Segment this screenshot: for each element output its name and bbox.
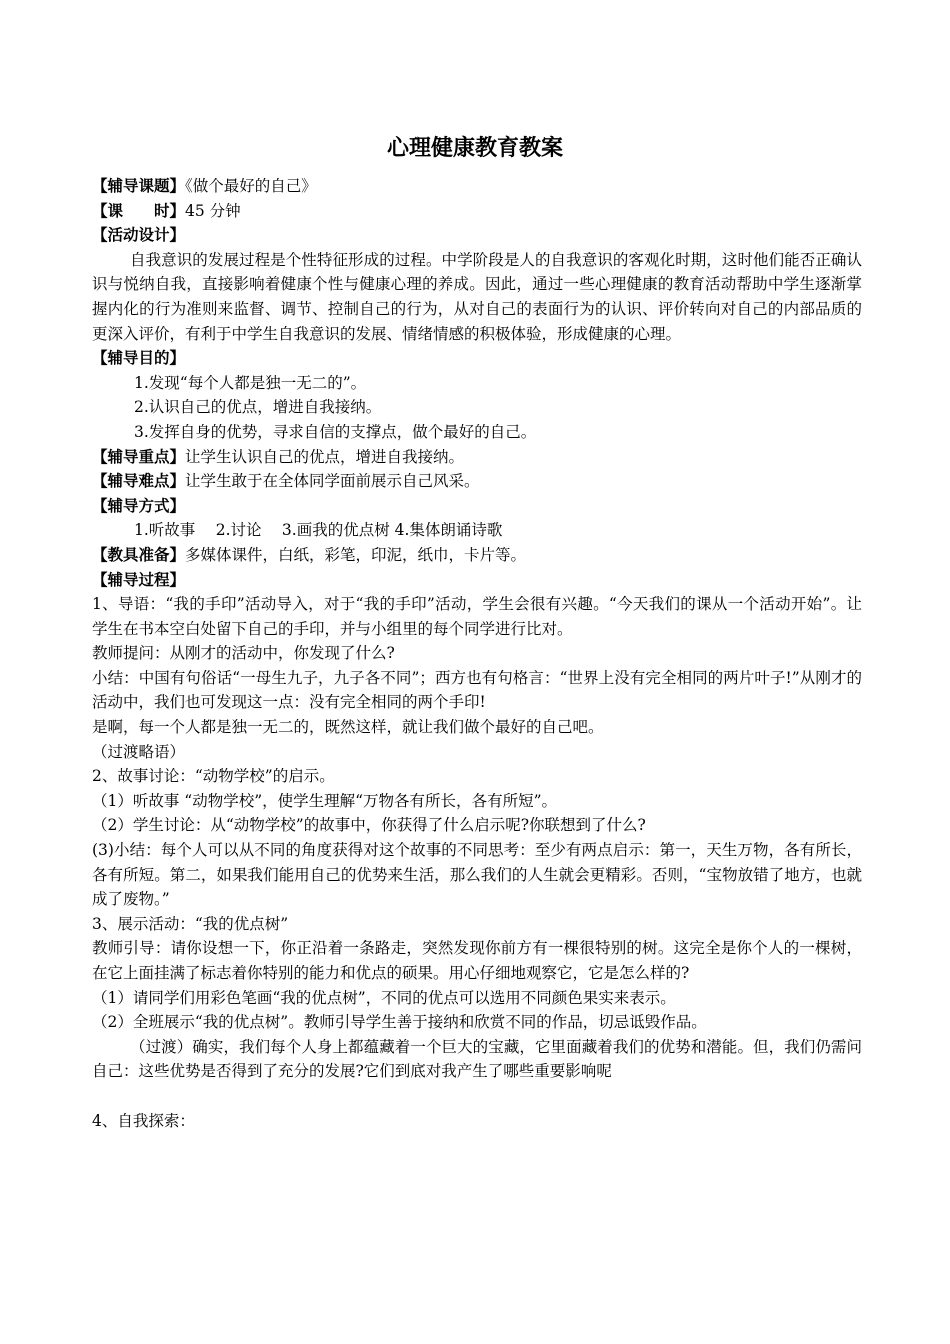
process-summary: 小结：中国有句俗话“一母生九子，九子各不同”；西方也有句格言：“世界上没有完全相同的两片叶子!”从刚才的活动中，我们也可发现这一点：没有完全相同的两个手印! <box>92 668 862 712</box>
goal-item-1: 1.发现“每个人都是独一无二的”。 <box>134 373 367 392</box>
focus-value: 让学生认识自己的优点，增进自我接纳。 <box>185 447 465 466</box>
prep-value: 多媒体课件，白纸，彩笔，印泥，纸巾，卡片等。 <box>185 545 527 564</box>
activity-transition: （过渡）确实，我们每个人身上都蕴藏着一个巨大的宝藏，它里面藏着我们的优势和潜能。但，我们仍需问自己：这些优势是否得到了充分的发展?它们到底对我产生了哪些重要影响呢 <box>92 1037 862 1081</box>
difficulty-value: 让学生敢于在全体同学面前展示自己风采。 <box>185 472 480 491</box>
duration-value: 45 分钟 <box>185 201 241 220</box>
topic-label: 【辅导课题】 <box>92 177 186 195</box>
story-step-2: （2）学生讨论：从“动物学校”的故事中，你获得了什么启示呢?你联想到了什么? <box>92 816 646 835</box>
process-heading: 【辅导过程】 <box>92 570 186 589</box>
goals-heading: 【辅导目的】 <box>92 349 186 368</box>
goal-item-3: 3.发挥自身的优势，寻求自信的支撑点，做个最好的自己。 <box>134 422 537 441</box>
method-heading: 【辅导方式】 <box>92 496 186 515</box>
focus-label: 【辅导重点】 <box>92 447 186 466</box>
process-intro: 1、导语：“我的手印”活动导入，对于“我的手印”活动，学生会很有兴趣。“今天我们的课从一个活动开始”。让学生在书本空白处留下自己的手印，并与小组里的每个同学进行比对。 <box>92 595 862 638</box>
design-heading: 【活动设计】 <box>92 226 186 245</box>
difficulty-label: 【辅导难点】 <box>92 472 186 491</box>
process-transition: （过渡略语） <box>92 742 186 761</box>
activity-guide: 教师引导：请你设想一下，你正沿着一条路走，突然发现你前方有一棵很特别的树。这完全是你个人的一棵树，在它上面挂满了标志着你特别的能力和优点的硕果。用心仔细地观察它，它是怎么样的? <box>92 939 862 982</box>
story-heading: 2、故事讨论：“动物学校”的启示。 <box>92 767 335 786</box>
prep-label: 【教具准备】 <box>92 545 186 564</box>
document-title: 心理健康教育教案 <box>386 136 563 161</box>
difficulty-line <box>92 469 862 494</box>
blank-line <box>92 1084 862 1109</box>
activity-heading: 3、展示活动：“我的优点树” <box>92 914 289 933</box>
self-explore-heading: 4、自我探索： <box>92 1111 195 1130</box>
duration-line <box>92 199 862 224</box>
duration-label: 【课 时】 <box>92 201 186 220</box>
topic-line <box>92 174 862 199</box>
story-step-1: （1）听故事 “动物学校”，使学生理解“万物各有所长，各有所短”。 <box>92 791 557 810</box>
process-conclusion: 是啊，每一个人都是独一无二的，既然这样，就让我们做个最好的自己吧。 <box>92 718 604 737</box>
story-step-3: (3)小结：每个人可以从不同的角度获得对这个故事的不同思考：至少有两点启示：第一，天生万物，各有所长，各有所短。第二，如果我们能用自己的优势来生活，那么我们的人生就会更精彩。否则，“宝物放错了地方，也就成了废物。” <box>92 841 862 909</box>
activity-step-1: （1）请同学们用彩色笔画“我的优点树”，不同的优点可以选用不同颜色果实来表示。 <box>92 988 676 1007</box>
process-question: 教师提问：从刚才的活动中，你发现了什么? <box>92 644 395 663</box>
activity-step-2: （2）全班展示“我的优点树”。教师引导学生善于接纳和欣赏不同的作品，切忌诋毁作品。 <box>92 1013 707 1032</box>
document-body <box>92 174 862 1133</box>
focus-line <box>92 445 862 470</box>
topic-value: 《做个最好的自己》 <box>185 177 317 195</box>
method-items: 1.听故事 2.讨论 3.画我的优点树 4.集体朗诵诗歌 <box>134 521 503 540</box>
goal-item-2: 2.认识自己的优点，增进自我接纳。 <box>134 398 382 417</box>
prep-line <box>92 543 862 568</box>
design-paragraph: 自我意识的发展过程是个性特征形成的过程。中学阶段是人的自我意识的客观化时期，这时他们能否正确认识与悦纳自我，直接影响着健康个性与健康心理的养成。因此，通过一些心理健康的教育活动帮助中学生逐渐掌握内化的行为准则来监督、调节、控制自己的行为，从对自己的表面行为的认识、评价转向对自己的内部品质的更深入评价，有利于中学生自我意识的发展、情绪情感的积极体验，形成健康的心理。 <box>92 250 862 343</box>
